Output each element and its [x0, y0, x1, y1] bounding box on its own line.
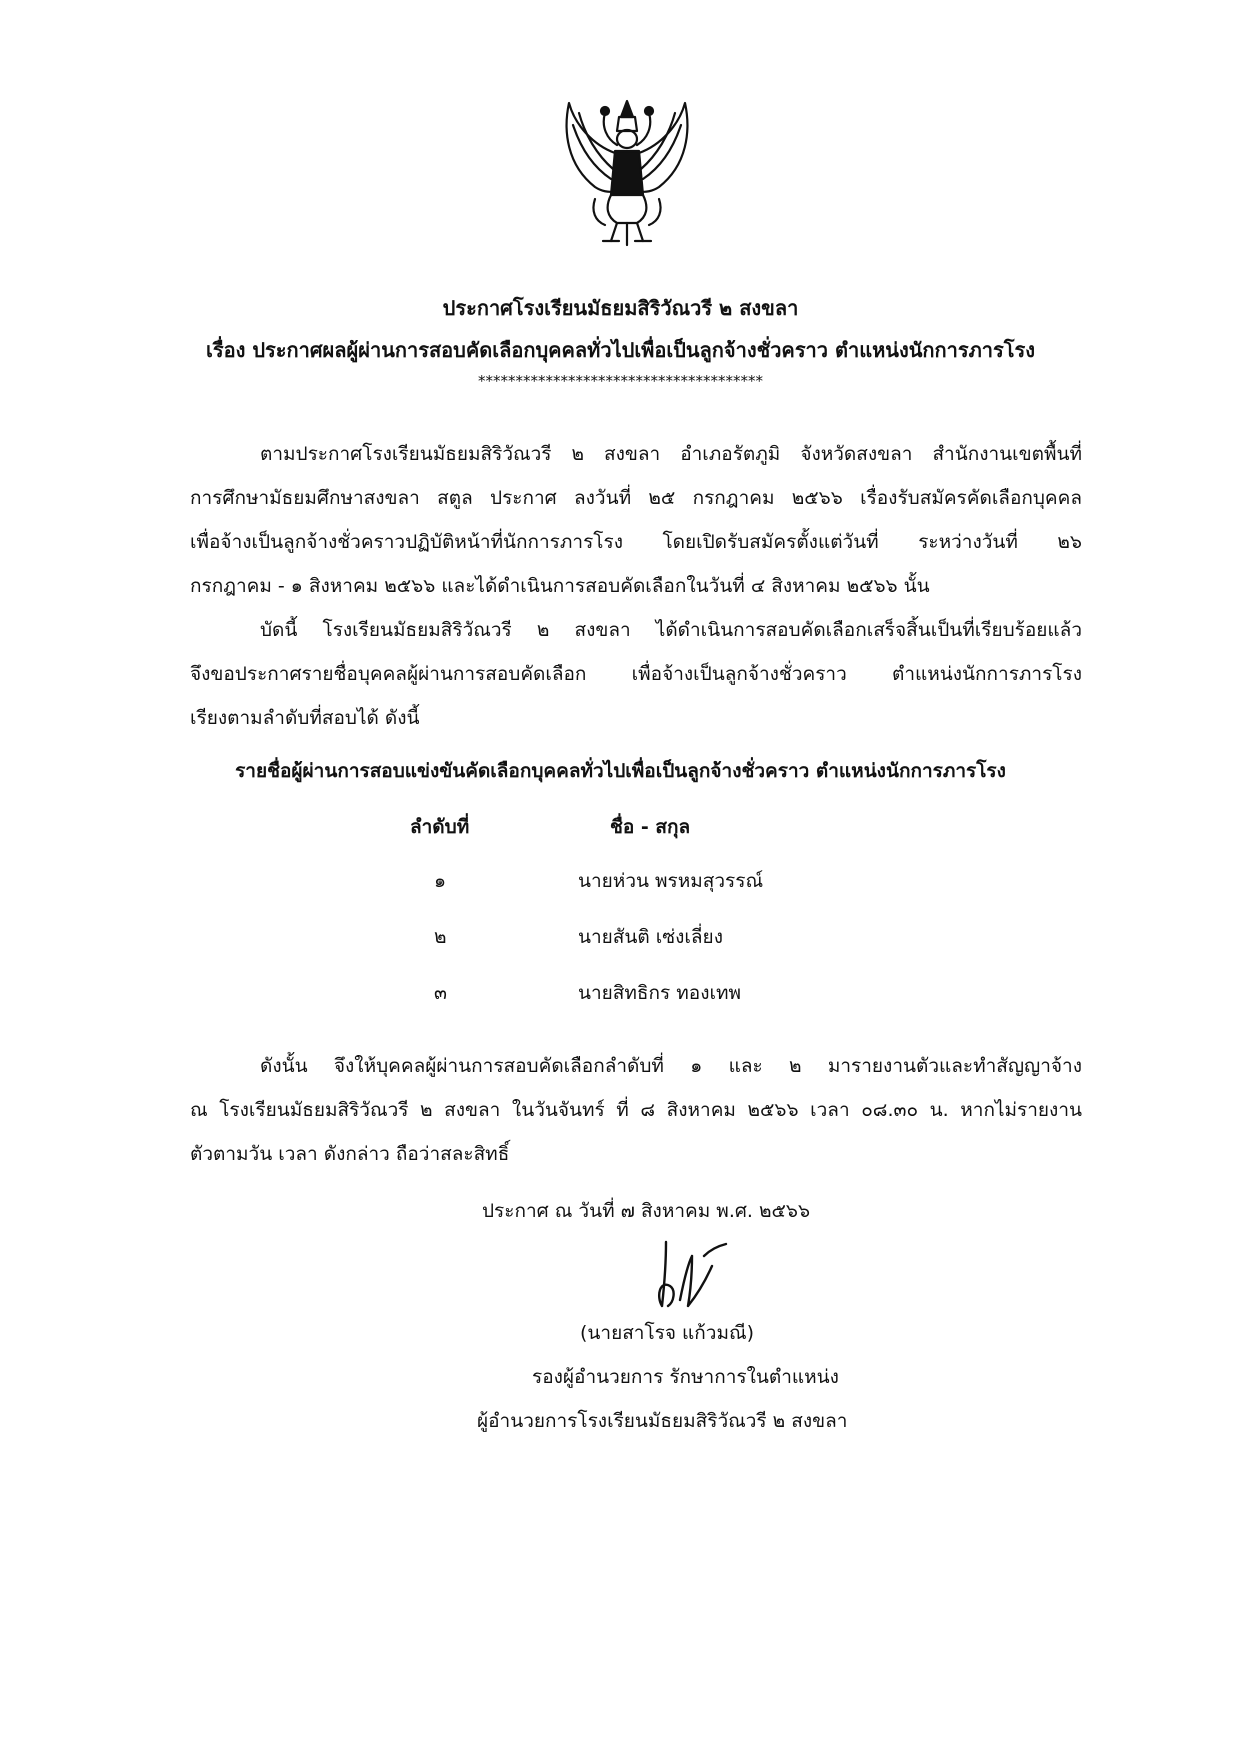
paragraph-line: เรียงตามลำดับที่สอบได้ ดังนี้: [190, 707, 420, 729]
separator: **************************************: [478, 372, 763, 390]
garuda-emblem-icon: [555, 95, 700, 250]
table-header-rank: ลำดับที่: [410, 816, 470, 838]
paragraph-background: [190, 432, 1082, 608]
paragraph-line: ณ โรงเรียนมัธยมสิริวัณวรี ๒ สงขลา ในวันจันทร์ ที่ ๘ สิงหาคม ๒๕๖๖ เวลา ๐๘.๓๐ น. หากไม่รายงาน: [190, 1099, 1082, 1121]
document-title: ประกาศโรงเรียนมัธยมสิริวัณวรี ๒ สงขลา: [442, 296, 799, 320]
document-subject: เรื่อง ประกาศผลผู้ผ่านการสอบคัดเลือกบุคคลทั่วไปเพื่อเป็นลูกจ้างชั่วคราว ตำแหน่งนักการภารโรง: [206, 338, 1035, 362]
paragraph-line: การศึกษามัธยมศึกษาสงขลา สตูล ประกาศ ลงวันที่ ๒๕ กรกฎาคม ๒๕๖๖ เรื่องรับสมัครคัดเลือกบุคคล: [190, 487, 1082, 509]
name-cell: นายสิทธิกร ทองเทพ: [578, 982, 742, 1004]
paragraph-instructions: [190, 1044, 1082, 1176]
paragraph-line: เพื่อจ้างเป็นลูกจ้างชั่วคราวปฏิบัติหน้าที่นักการภารโรง โดยเปิดรับสมัครตั้งแต่วันที่ ระหว่างวันที่ ๒๖: [190, 531, 1082, 553]
paragraph-line: ตามประกาศโรงเรียนมัธยมสิริวัณวรี ๒ สงขลา อำเภอรัตภูมิ จังหวัดสงขลา สำนักงานเขตพื้นที่: [260, 443, 1082, 465]
paragraph-line: บัดนี้ โรงเรียนมัธยมสิริวัณวรี ๒ สงขลา ได้ดำเนินการสอบคัดเลือกเสร็จสิ้นเป็นที่เรียบร้อยแล้ว: [260, 619, 1082, 641]
paragraph-line: ดังนั้น จึงให้บุคคลผู้ผ่านการสอบคัดเลือกลำดับที่ ๑ และ ๒ มารายงานตัวและทำสัญญาจ้าง: [260, 1055, 1082, 1077]
signer-position: รองผู้อำนวยการ รักษาการในตำแหน่ง: [532, 1366, 839, 1388]
name-cell: นายสันติ เซ่งเลี่ยง: [578, 926, 723, 948]
rank-cell: ๑: [434, 870, 447, 892]
rank-cell: ๓: [434, 982, 447, 1004]
paragraph-line: กรกฎาคม - ๑ สิงหาคม ๒๕๖๖ และได้ดำเนินการสอบคัดเลือกในวันที่ ๔ สิงหาคม ๒๕๖๖ นั้น: [190, 575, 930, 597]
list-heading: รายชื่อผู้ผ่านการสอบแข่งขันคัดเลือกบุคคลทั่วไปเพื่อเป็นลูกจ้างชั่วคราว ตำแหน่งนักการภารโรง: [235, 760, 1006, 782]
paragraph-line: จึงขอประกาศรายชื่อบุคคลผู้ผ่านการสอบคัดเลือก เพื่อจ้างเป็นลูกจ้างชั่วคราว ตำแหน่งนักการภารโรง: [190, 663, 1082, 685]
announcement-date: ประกาศ ณ วันที่ ๗ สิงหาคม พ.ศ. ๒๕๖๖: [482, 1200, 811, 1222]
signature-icon: [652, 1236, 732, 1316]
signer-position: ผู้อำนวยการโรงเรียนมัธยมสิริวัณวรี ๒ สงขลา: [477, 1410, 848, 1432]
paragraph-line: ตัวตามวัน เวลา ดังกล่าว ถือว่าสละสิทธิ์: [190, 1143, 510, 1165]
paragraph-result: [190, 608, 1082, 740]
name-cell: นายห่วน พรหมสุวรรณ์: [578, 870, 764, 892]
signer-name: (นายสาโรจ แก้วมณี): [580, 1322, 755, 1344]
rank-cell: ๒: [434, 926, 447, 948]
table-header-name: ชื่อ - สกุล: [610, 816, 691, 838]
